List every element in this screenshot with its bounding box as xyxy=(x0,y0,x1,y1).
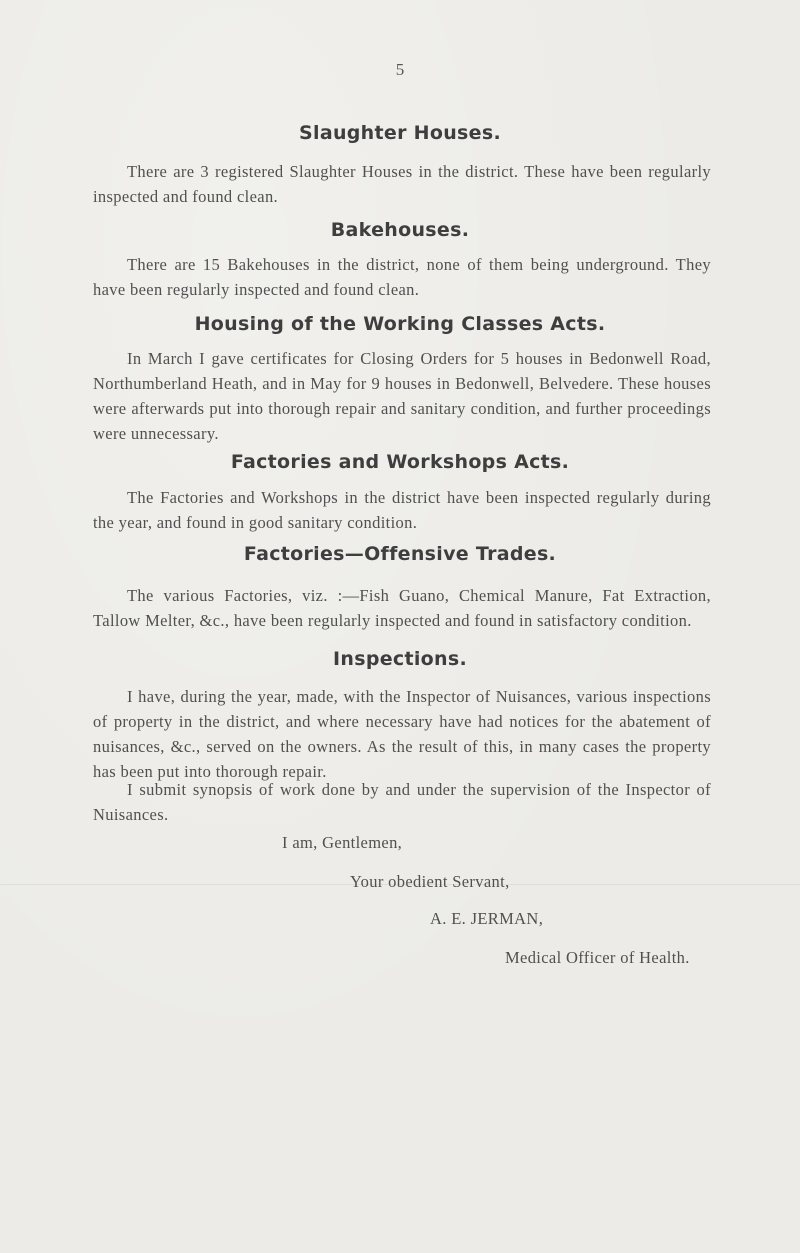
heading-inspections: Inspections. xyxy=(333,648,467,670)
paragraph-synopsis: I submit synopsis of work done by and under the supervision of the Inspector of Nuisances. xyxy=(93,780,711,824)
closing-valediction: Your obedient Servant, xyxy=(350,872,510,891)
heading-factories-workshops: Factories and Workshops Acts. xyxy=(230,451,570,473)
paragraph-slaughter-houses: There are 3 registered Slaughter Houses in the district. These have been regularly inspected and found clean. xyxy=(93,162,711,206)
heading-offensive-trades: Factories—Offensive Trades. xyxy=(243,543,557,565)
paragraph-bakehouses: There are 15 Bakehouses in the district, none of them being underground. They have been regularly inspected and found clean. xyxy=(93,255,711,299)
page-number: 5 xyxy=(395,60,405,79)
signatory-name: A. E. JERMAN, xyxy=(430,909,544,928)
paragraph-inspections: I have, during the year, made, with the Inspector of Nuisances, various inspections of property in the district, and where necessary have had notices for the abatement of nuisances, &c., served on the owners. As the result of this, in many cases the property has been put into thorough repair. xyxy=(93,687,711,781)
paragraph-housing-acts: In March I gave certificates for Closing Orders for 5 houses in Bedonwell Road, Northumberland Heath, and in May for 9 houses in Bedonwell, Belvedere. These houses were afterwards put into thorough repair and sanitary condition, and further proceedings were unnecessary. xyxy=(93,349,711,443)
closing-salutation: I am, Gentlemen, xyxy=(282,833,403,852)
paragraph-factories-workshops: The Factories and Workshops in the district have been inspected regularly during the year, and found in good sanitary condition. xyxy=(93,488,711,532)
heading-housing-acts: Housing of the Working Classes Acts. xyxy=(194,313,606,335)
heading-slaughter-houses: Slaughter Houses. xyxy=(299,122,501,144)
paragraph-offensive-trades: The various Factories, viz. :—Fish Guano, Chemical Manure, Fat Extraction, Tallow Melter, &c., have been regularly inspected and found in satisfactory condition. xyxy=(93,586,711,630)
heading-bakehouses: Bakehouses. xyxy=(330,219,470,241)
signatory-title: Medical Officer of Health. xyxy=(505,948,690,967)
